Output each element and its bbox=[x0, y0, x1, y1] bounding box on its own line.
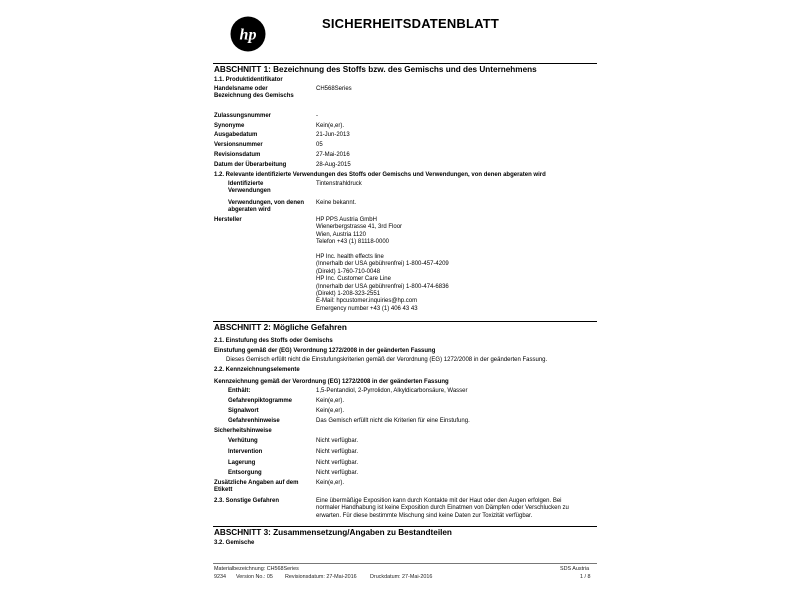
label-signal-word: Signalwort bbox=[228, 408, 259, 414]
footer-material-name: Materialbezeichnung: CH568Series bbox=[214, 566, 299, 572]
value-review-date: 28-Aug-2015 bbox=[316, 162, 351, 168]
section-1-heading: ABSCHNITT 1: Bezeichnung des Stoffs bzw. des Gemischs und des Unternehmens bbox=[214, 65, 537, 74]
classification-text: Dieses Gemisch erfüllt nicht die Einstufungskriterien gemäß der Verordnung (EG) 1272/2008 in der geänderten Fassung. bbox=[226, 357, 548, 363]
manufacturer-email: E-Mail: hpcustomer.inquiries@hp.com bbox=[316, 298, 418, 305]
label-synonyms: Synonyme bbox=[214, 123, 245, 129]
other-hazards-line: erwarten. Für diese bestimmte Mischung sind keine Daten zur Toxizität verfügbar. bbox=[316, 512, 533, 519]
footer-region: SDS Austria bbox=[560, 566, 590, 572]
label-hazard-statements: Gefahrenhinweise bbox=[228, 418, 280, 424]
svg-text:hp: hp bbox=[239, 26, 257, 44]
manufacturer-line: HP PPS Austria GmbH bbox=[316, 217, 377, 223]
value-response: Nicht verfügbar. bbox=[316, 449, 359, 455]
label-prevention: Verhütung bbox=[228, 438, 258, 444]
label-pictograms: Gefahrenpiktogramme bbox=[228, 398, 293, 404]
section-1-1-heading: 1.1. Produktidentifikator bbox=[214, 77, 283, 83]
manufacturer-line: (Direkt) 1-760-710-0048 bbox=[316, 268, 381, 275]
label-storage: Lagerung bbox=[228, 460, 256, 466]
section-1-rule bbox=[213, 63, 597, 64]
manufacturer-line-spacer bbox=[316, 247, 449, 254]
section-2-rule bbox=[213, 321, 597, 322]
label-manufacturer: Hersteller bbox=[214, 217, 242, 223]
value-disposal: Nicht verfügbar. bbox=[316, 470, 359, 476]
value-synonyms: Kein(e,er). bbox=[316, 123, 345, 129]
manufacturer-line: HP Inc. health effects line bbox=[316, 254, 384, 261]
label-revision-date: Revisionsdatum bbox=[214, 152, 261, 158]
value-storage: Nicht verfügbar. bbox=[316, 460, 359, 466]
footer-page-number: 1 / 8 bbox=[580, 574, 591, 580]
manufacturer-line: Wien, Austria 1120 bbox=[316, 231, 366, 238]
label-contains: Enthält: bbox=[228, 388, 251, 394]
value-hazard-statements: Das Gemisch erfüllt nicht die Kriterien für eine Einstufung. bbox=[316, 418, 470, 424]
document-title: SICHERHEITSDATENBLATT bbox=[322, 16, 500, 31]
manufacturer-line: (Innerhalb der USA gebührenfrei) 1-800-474-6836 bbox=[316, 283, 449, 290]
footer-code: 9234 bbox=[214, 574, 226, 580]
section-2-1-heading: 2.1. Einstufung des Stoffs oder Gemischs bbox=[214, 338, 333, 344]
labelling-heading: Kennzeichnung gemäß der Verordnung (EG) 1272/2008 in der geänderten Fassung bbox=[214, 379, 449, 385]
manufacturer-line: Wienerbergstrasse 41, 3rd Floor bbox=[316, 224, 403, 231]
value-uses-advised-against: Keine bekannt. bbox=[316, 200, 357, 206]
label-trade-name: Handelsname oder Bezeichnung des Gemischs bbox=[214, 86, 294, 99]
other-hazards-line: Eine übermäßige Exposition kann durch Kontakte mit der Haut oder den Augen erfolgen. Bei bbox=[316, 498, 562, 504]
label-response: Intervention bbox=[228, 449, 263, 455]
value-contains: 1,5-Pentandiol, 2-Pyrrolidon, Alkyldicarbonsäure, Wasser bbox=[316, 388, 468, 394]
manufacturer-line: (Innerhalb der USA gebührenfrei) 1-800-457-4209 bbox=[316, 261, 449, 268]
manufacturer-emergency-number: Emergency number +43 (1) 406 43 43 bbox=[316, 305, 418, 312]
value-signal-word: Kein(e,er). bbox=[316, 408, 345, 414]
section-3-rule bbox=[213, 526, 597, 527]
value-approval-number: - bbox=[316, 113, 318, 119]
value-trade-name: CH568Series bbox=[316, 86, 352, 92]
value-supplemental-info: Kein(e,er). bbox=[316, 480, 345, 486]
manufacturer-line: HP Inc. Customer Care Line bbox=[316, 276, 391, 283]
value-revision-date: 27-Mai-2016 bbox=[316, 152, 350, 158]
section-3-heading: ABSCHNITT 3: Zusammensetzung/Angaben zu Bestandteilen bbox=[214, 528, 452, 537]
value-identified-uses: Tintenstrahldruck bbox=[316, 181, 362, 187]
label-supplemental-info: Zusätzliche Angaben auf dem Etikett bbox=[214, 480, 299, 493]
label-identified-uses: Identifizierte Verwendungen bbox=[228, 181, 271, 194]
value-issue-date: 21-Jun-2013 bbox=[316, 132, 350, 138]
footer-print-date: Druckdatum: 27-Mai-2016 bbox=[370, 574, 433, 580]
classification-heading: Einstufung gemäß der (EG) Verordnung 1272/2008 in der geänderten Fassung bbox=[214, 348, 436, 354]
footer-version: Version No.: 05 bbox=[236, 574, 273, 580]
other-hazards-line: normaler Handhabung ist keine Exposition durch Einatmen von Dämpfen oder Verschlucken zu bbox=[316, 505, 569, 512]
label-version-number: Versionsnummer bbox=[214, 142, 263, 148]
manufacturer-address-block bbox=[316, 217, 449, 313]
hp-logo-icon bbox=[230, 16, 266, 52]
label-precautionary-statements: Sicherheitshinweise bbox=[214, 428, 272, 434]
manufacturer-line: (Direkt) 1-208-323-2551 bbox=[316, 291, 381, 298]
label-approval-number: Zulassungsnummer bbox=[214, 113, 272, 119]
section-1-2-heading: 1.2. Relevante identifizierte Verwendungen des Stoffs oder Gemischs und Verwendungen, von denen abgeraten wird bbox=[214, 172, 546, 178]
footer-rule bbox=[213, 563, 597, 564]
label-other-hazards: 2.3. Sonstige Gefahren bbox=[214, 498, 280, 504]
label-uses-advised-against: Verwendungen, von denen abgeraten wird bbox=[228, 200, 305, 213]
manufacturer-line: Telefon +43 (1) 81118-0000 bbox=[316, 239, 389, 246]
value-prevention: Nicht verfügbar. bbox=[316, 438, 359, 444]
section-2-2-heading: 2.2. Kennzeichnungselemente bbox=[214, 367, 300, 373]
label-review-date: Datum der Überarbeitung bbox=[214, 162, 287, 168]
label-issue-date: Ausgabedatum bbox=[214, 132, 258, 138]
label-disposal: Entsorgung bbox=[228, 470, 262, 476]
value-pictograms: Kein(e,er). bbox=[316, 398, 345, 404]
other-hazards-text bbox=[316, 498, 569, 520]
footer-revision-date: Revisionsdatum: 27-Mai-2016 bbox=[285, 574, 357, 580]
value-version-number: 05 bbox=[316, 142, 323, 148]
section-2-heading: ABSCHNITT 2: Mögliche Gefahren bbox=[214, 323, 347, 332]
section-3-2-heading: 3.2. Gemische bbox=[214, 540, 255, 546]
